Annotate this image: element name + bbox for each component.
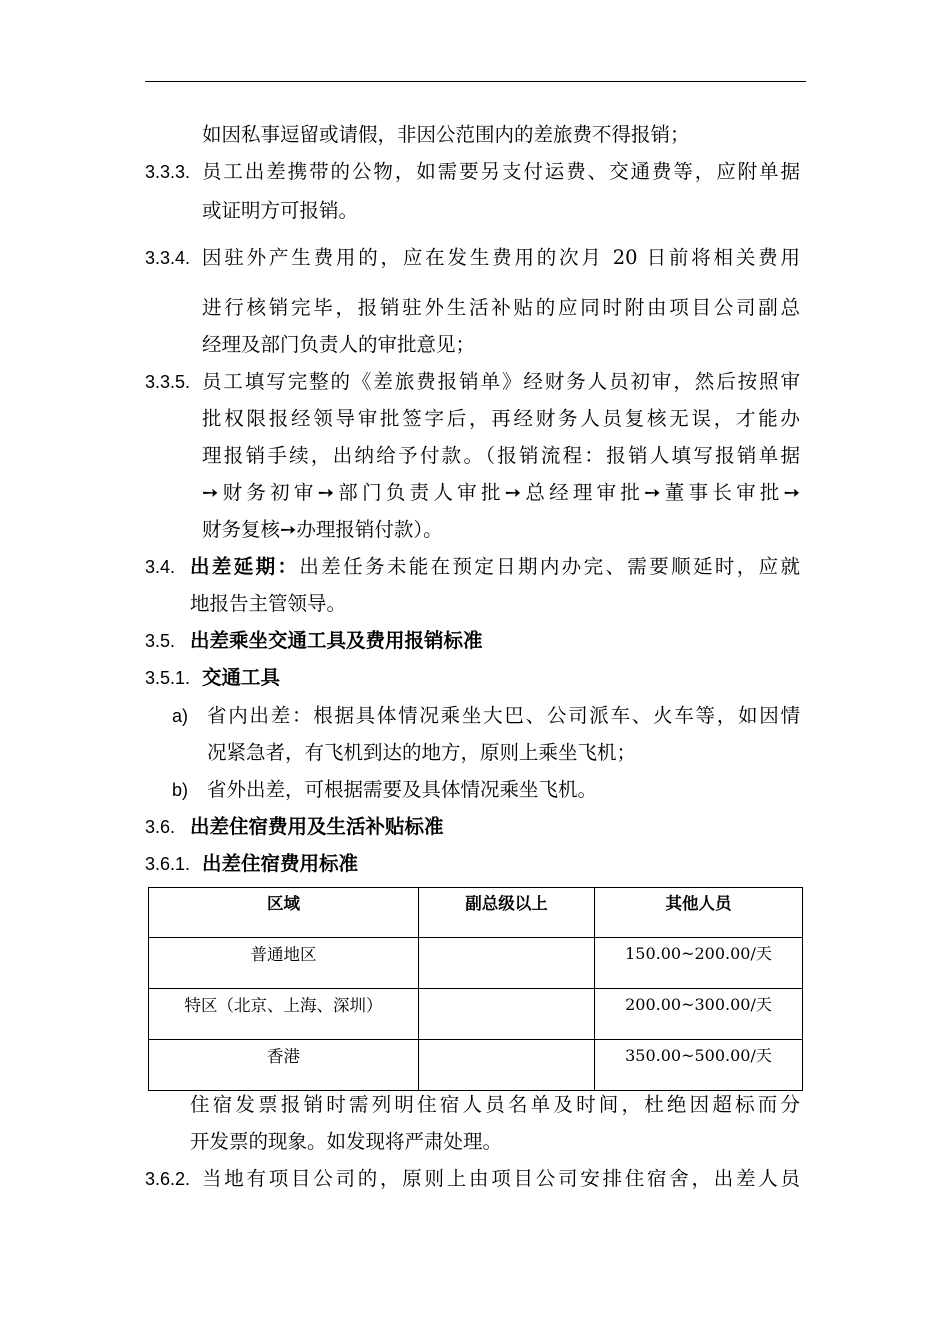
table-cell: 特区（北京、上海、深圳） bbox=[149, 989, 419, 1040]
paragraph-line: 批权限报经领导审批签字后，再经财务人员复核无误，才能办 bbox=[202, 407, 800, 430]
paragraph-line: 员工填写完整的《差旅费报销单》经财务人员初审，然后按照审 bbox=[202, 370, 800, 393]
paragraph-line: ➙财务初审➙部门负责人审批➙总经理审批➙董事长审批➙ bbox=[202, 481, 800, 504]
table-cell: 香港 bbox=[149, 1040, 419, 1091]
section-number: 3.5. bbox=[145, 631, 176, 651]
list-item: 况紧急者，有飞机到达的地方，原则上乘坐飞机； bbox=[207, 741, 637, 764]
lodging-standards-table bbox=[148, 887, 803, 1091]
section-heading: 出差延期： bbox=[190, 556, 300, 578]
section-number: 3.5.1. bbox=[145, 668, 191, 688]
paragraph-line: 地报告主管领导。 bbox=[190, 592, 347, 615]
table-header-cell: 其他人员 bbox=[595, 888, 803, 938]
list-bullet: a) bbox=[172, 706, 189, 726]
table-cell: 200.00~300.00/天 bbox=[595, 989, 803, 1040]
header-rule bbox=[145, 81, 806, 82]
paragraph-line: 理报销手续，出纳给予付款。（报销流程：报销人填写报销单据 bbox=[202, 444, 800, 467]
table-row bbox=[149, 1040, 803, 1091]
paragraph-line: 因驻外产生费用的，应在发生费用的次月 20 日前将相关费用 bbox=[202, 246, 800, 269]
table-cell bbox=[419, 1040, 595, 1091]
section-number: 3.6.2. bbox=[145, 1169, 191, 1189]
table-header-row bbox=[149, 888, 803, 938]
list-bullet: b) bbox=[172, 780, 189, 800]
paragraph-line: 财务复核➙办理报销付款）。 bbox=[202, 518, 443, 541]
paragraph-line: 开发票的现象。如发现将严肃处理。 bbox=[190, 1130, 503, 1153]
section-heading: 交通工具 bbox=[202, 667, 281, 689]
table-cell: 350.00~500.00/天 bbox=[595, 1040, 803, 1091]
paragraph-line bbox=[190, 555, 800, 579]
paragraph-line: 经理及部门负责人的审批意见； bbox=[202, 333, 476, 356]
section-heading: 出差住宿费用标准 bbox=[202, 853, 359, 875]
section-number: 3.3.5. bbox=[145, 372, 191, 392]
paragraph-text: 出差任务未能在预定日期内办完、需要顺延时，应就 bbox=[299, 555, 800, 578]
table-cell bbox=[419, 989, 595, 1040]
section-number: 3.6. bbox=[145, 817, 176, 837]
list-item: 省内出差：根据具体情况乘坐大巴、公司派车、火车等，如因情 bbox=[207, 704, 800, 727]
section-number: 3.3.4. bbox=[145, 248, 191, 268]
table-header-cell: 副总级以上 bbox=[419, 888, 595, 938]
table-header-cell: 区域 bbox=[149, 888, 419, 938]
table-row bbox=[149, 938, 803, 989]
table-row bbox=[149, 989, 803, 1040]
section-heading: 出差乘坐交通工具及费用报销标准 bbox=[190, 630, 483, 652]
paragraph-line: 当地有项目公司的，原则上由项目公司安排住宿舍，出差人员 bbox=[202, 1167, 800, 1190]
paragraph-line: 进行核销完毕，报销驻外生活补贴的应同时附由项目公司副总 bbox=[202, 296, 800, 319]
section-number: 3.4. bbox=[145, 557, 176, 577]
table-cell: 150.00~200.00/天 bbox=[595, 938, 803, 989]
table-cell: 普通地区 bbox=[149, 938, 419, 989]
paragraph-line: 或证明方可报销。 bbox=[202, 199, 359, 222]
section-number: 3.3.3. bbox=[145, 162, 191, 182]
section-number: 3.6.1. bbox=[145, 854, 191, 874]
table-cell bbox=[419, 938, 595, 989]
list-item: 省外出差，可根据需要及具体情况乘坐飞机。 bbox=[207, 778, 598, 801]
section-heading: 出差住宿费用及生活补贴标准 bbox=[190, 816, 444, 838]
paragraph-line: 住宿发票报销时需列明住宿人员名单及时间，杜绝因超标而分 bbox=[190, 1093, 800, 1116]
paragraph-line: 员工出差携带的公物，如需要另支付运费、交通费等，应附单据 bbox=[202, 160, 800, 183]
paragraph-line: 如因私事逗留或请假，非因公范围内的差旅费不得报销； bbox=[202, 123, 690, 146]
